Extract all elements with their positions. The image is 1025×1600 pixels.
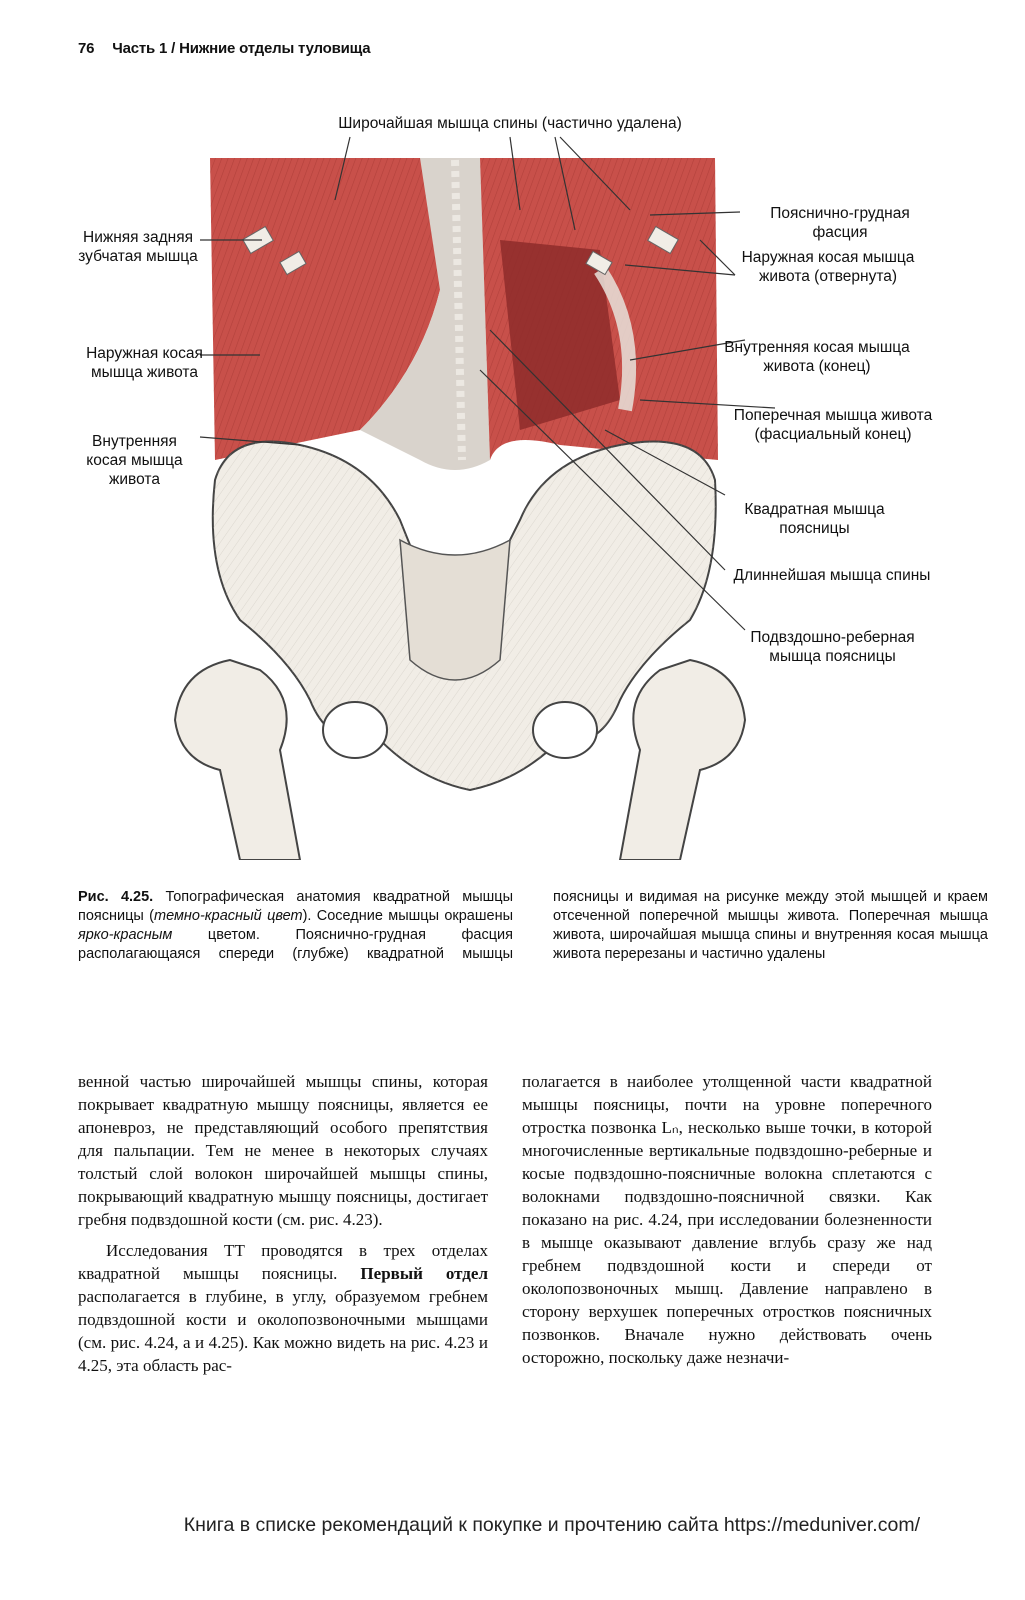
label-int-oblique-right: Внутренняя косая мышца живота (конец)	[724, 339, 910, 375]
paragraph	[78, 1239, 488, 1377]
paragraph-text: располагается в глубине, в углу, образуемом гребнем подвздошной кости и околопозвоночными мышцами (см. рис. 4.24, а и 4.25). Как можно видеть на рис. 4.23 и 4.25, эта область рас-	[78, 1287, 488, 1375]
paragraph-bold: Первый отдел	[360, 1264, 488, 1283]
label-longissimus: Длиннейшая мышца спины	[733, 567, 931, 584]
label-lumbodorsal-fascia: Пояснично-грудная фасция	[770, 205, 910, 241]
caption-italic-2: ярко-красным	[78, 927, 173, 943]
label-serratus: Нижняя задняя зубчатая мышца	[78, 229, 198, 265]
paragraph: полагается в наиболее утолщенной части квадратной мышцы поясницы, почти на уровне поперечного отростка позвонка Lₙ, несколько выше точки, в которой многочисленные вертикальные подвздошно-реберные и косые подвздошно-поясничные волокна сплетаются с волокнами подвздошно-поясничной связки. Как показано на рис. 4.24, при исследовании болезненности в мышце оказывают давление вглубь сразу же над гребнем подвздошной кости и спереди от околопозвоночных мышц. Давление направлено в сторону верхушек поперечных отростков поясничных позвонков. Вначале нужно действовать очень осторожно, поскольку даже незначи-	[522, 1072, 932, 1367]
caption-text-3: цветом. Пояснично-грудная фасция располагающаяся спереди (глубже) квадратной мышцы поясницы и видимая на рисунке между этой мышцей и краем отсеченной поперечной мышцы живота. Поперечная мышца живота, широчайшая мышца спины и внутренняя косая мышца живота перерезаны и частично удалены	[78, 889, 988, 962]
running-title: Часть 1 / Нижние отделы туловища	[112, 40, 371, 57]
page-header	[78, 40, 370, 57]
left-femur	[175, 660, 300, 860]
label-ext-oblique-left: Наружная косая мышца живота	[86, 345, 203, 381]
left-obturator-foramen	[323, 702, 387, 758]
label-transversus: Поперечная мышца живота (фасциальный конец)	[733, 407, 933, 443]
body-right-column	[522, 1070, 932, 1369]
sacrum	[400, 540, 510, 680]
label-quadratus: Квадратная мышца поясницы	[744, 501, 885, 537]
caption-text-1: Топографическая анатомия квадратной мышцы поясницы (	[78, 889, 513, 924]
paragraph-text: Исследования ТТ проводятся в трех отделах квадратной мышцы поясницы.	[78, 1241, 488, 1283]
anatomy-figure	[0, 100, 1025, 860]
caption-italic-1: темно-красный цвет	[154, 908, 303, 924]
body-left-column	[78, 1070, 488, 1377]
figure-caption	[78, 888, 988, 964]
page-number: 76	[78, 40, 95, 57]
label-int-oblique-left: Внутренняя косая мышца живота	[86, 433, 183, 488]
label-ext-oblique-right: Наружная косая мышца живота (отвернута)	[741, 249, 915, 285]
label-latissimus: Широчайшая мышца спины (частично удалена)	[338, 115, 682, 132]
caption-figure-number: Рис. 4.25.	[78, 889, 154, 905]
label-iliocostalis: Подвздошно-реберная мышца поясницы	[750, 629, 915, 665]
right-obturator-foramen	[533, 702, 597, 758]
right-femur	[620, 660, 745, 860]
watermark: Книга в списке рекомендаций к покупке и прочтению сайта https://meduniver.com/	[183, 1514, 920, 1536]
paragraph: венной частью широчайшей мышцы спины, которая покрывает квадратную мышцу поясницы, является ее апоневроз, не представляющий особого препятствия для пальпации. Тем не менее в некоторых случаях толстый слой волокон широчайшей мышцы спины, покрывающий квадратную мышцу поясницы, достигает гребня подвздошной кости (см. рис. 4.23).	[78, 1072, 488, 1229]
caption-text-2: ). Соседние мышцы окрашены	[302, 908, 513, 924]
